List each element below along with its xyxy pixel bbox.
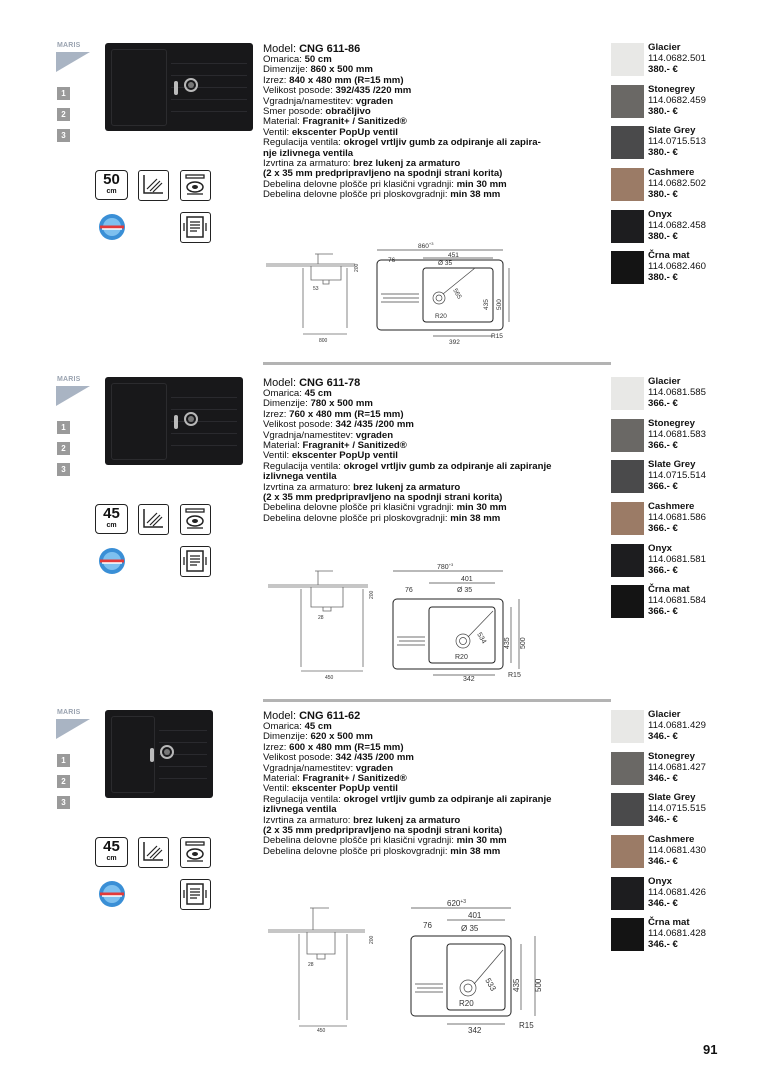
- dim-hole: Ø 35: [461, 924, 479, 933]
- swatch-code: 114.0681.584: [648, 595, 706, 607]
- spec-label: Vgradnja/namestitev:: [263, 429, 354, 441]
- spec-label: Debelina delovne plošče pri klasični vgradnji:: [263, 502, 454, 514]
- color-chip: [611, 460, 644, 493]
- swatch-crna-mat[interactable]: [611, 918, 741, 960]
- swatch-price: 366.- €: [648, 523, 678, 535]
- spec-label: Dimenzije:: [263, 731, 308, 743]
- dim-r20: R20: [435, 313, 447, 320]
- color-chip: [611, 251, 644, 284]
- swatch-code: 114.0681.428: [648, 928, 706, 940]
- dim-diagonal: 533: [483, 976, 498, 993]
- dim-76: 76: [423, 921, 432, 930]
- spec-ventil: ekscenter PopUp ventil: [291, 783, 398, 795]
- swatch-name: Stonegrey: [648, 417, 695, 429]
- dim-500: 500: [496, 299, 503, 310]
- dim-diagonal: 565: [451, 287, 463, 301]
- spec-izvrtina: brez lukenj za armaturo: [353, 158, 461, 170]
- swatch-code: 114.0682.460: [648, 261, 706, 273]
- dim-side: 28: [308, 962, 314, 968]
- bowl-drain-icon: [180, 170, 211, 201]
- manual-document-icon: [180, 546, 211, 577]
- dim-width: $620^{+3}$: [447, 899, 467, 908]
- swatch-name: Cashmere: [648, 167, 695, 179]
- swatch-slate-grey[interactable]: [611, 126, 741, 168]
- spec-omarica: 45 cm: [304, 721, 332, 732]
- brand-triangle-icon: [56, 386, 90, 406]
- spec-label: Ventil:: [263, 783, 290, 795]
- spec-label: Izrez:: [263, 74, 287, 86]
- drainer-icon: [138, 170, 169, 201]
- swatch-code: 114.0681.426: [648, 886, 706, 898]
- dim-76: 76: [405, 587, 413, 594]
- spec-velikost: 392/435 /220 mm: [335, 85, 412, 97]
- color-chip: [611, 377, 644, 410]
- swatch-name: Glacier: [648, 376, 681, 387]
- dim-r15: R15: [491, 333, 503, 340]
- spec-label: Material:: [263, 116, 300, 128]
- color-chip: [611, 710, 644, 743]
- dim-hole: Ø 35: [457, 587, 473, 594]
- spec-label: Izvrtina za armaturo:: [263, 814, 351, 826]
- color-chip: [611, 419, 644, 452]
- spec-vgradnja: vgraden: [355, 95, 394, 107]
- dim-width: $860^{+3}$: [418, 241, 434, 250]
- dim-bowl-width: 401: [468, 911, 482, 920]
- swatch-code: 114.0682.459: [648, 94, 706, 106]
- swatch-onyx[interactable]: [611, 877, 741, 919]
- swatch-slate-grey[interactable]: [611, 793, 741, 835]
- spec-regulacija: okrogel vrtljiv gumb za odpiranje ali zapiranje: [343, 460, 552, 472]
- variant-number-2: 2: [57, 442, 70, 455]
- spec-label: Debelina delovne plošče pri klasični vgradnji:: [263, 178, 454, 190]
- swatch-name: Cashmere: [648, 834, 695, 846]
- color-chip: [611, 835, 644, 868]
- swatch-cashmere[interactable]: [611, 168, 741, 210]
- spec-label: Omarica:: [263, 388, 302, 399]
- swatch-code: 114.0682.458: [648, 219, 706, 231]
- product-section-1: [0, 0, 764, 346]
- cabinet-size-unit: cm: [106, 188, 117, 195]
- color-chip: [611, 502, 644, 535]
- swatch-crna-mat[interactable]: [611, 585, 741, 627]
- spec-regulacija: okrogel vrtljiv gumb za odpiranje ali zapiranje: [343, 793, 552, 805]
- swatch-name: Stonegrey: [648, 83, 695, 95]
- spec-debelina2: min 38 mm: [450, 845, 501, 857]
- dim-base: 450: [317, 1028, 326, 1034]
- swatch-code: 114.0681.581: [648, 553, 706, 565]
- swatch-name: Glacier: [648, 709, 681, 720]
- swatch-price: 380.- €: [648, 230, 678, 242]
- color-chip: [611, 793, 644, 826]
- spec-regulacija-cont: izlivnega ventila: [263, 471, 337, 483]
- variant-number-1: 1: [57, 754, 70, 767]
- spec-omarica: 50 cm: [304, 54, 332, 65]
- swatch-price: 346.- €: [648, 897, 678, 909]
- spec-dimenzije: 780 x 500 mm: [310, 398, 373, 410]
- spec-label: Velikost posode:: [263, 419, 333, 431]
- sink-product-image: [105, 43, 253, 131]
- drainer-icon: [138, 504, 169, 535]
- spec-label: Izrez:: [263, 741, 287, 753]
- manual-document-icon: [180, 212, 211, 243]
- cabinet-size-unit: cm: [106, 522, 117, 529]
- spec-debelina1: min 30 mm: [456, 835, 507, 847]
- swatch-price: 380.- €: [648, 105, 678, 117]
- spec-label: Izrez:: [263, 408, 287, 420]
- swatch-price: 380.- €: [648, 189, 678, 201]
- swatch-crna-mat[interactable]: [611, 251, 741, 293]
- sanitized-icon: [97, 546, 127, 576]
- color-chip: [611, 85, 644, 118]
- spec-label: Vgradnja/namestitev:: [263, 95, 354, 107]
- manual-document-icon: [180, 879, 211, 910]
- model-name: CNG 611-86: [299, 43, 361, 55]
- technical-drawing: [263, 892, 553, 1034]
- swatch-name: Onyx: [648, 208, 672, 220]
- spec-label: Debelina delovne plošče pri ploskovgradnji:: [263, 845, 448, 857]
- spec-material: Fragranit+ / Sanitized®: [302, 773, 407, 785]
- color-chip: [611, 918, 644, 951]
- swatch-price: 346.- €: [648, 772, 678, 784]
- swatch-name: Onyx: [648, 542, 672, 554]
- dim-r20: R20: [455, 654, 468, 661]
- cabinet-size-badge: [95, 504, 128, 534]
- spec-ventil: ekscenter PopUp ventil: [291, 450, 398, 462]
- dim-76: 76: [388, 257, 396, 264]
- brand-triangle-icon: [56, 52, 90, 72]
- spec-label: Velikost posode:: [263, 85, 333, 97]
- sanitized-icon: [97, 879, 127, 909]
- spec-izrez: 760 x 480 mm (R=15 mm): [289, 408, 404, 420]
- dim-500: 500: [520, 637, 527, 649]
- swatch-price: 380.- €: [648, 147, 678, 159]
- spec-label: Regulacija ventila:: [263, 460, 341, 472]
- swatch-glacier[interactable]: [611, 43, 741, 85]
- spec-regulacija-cont: nje izlivnega ventila: [263, 147, 354, 159]
- technical-drawing: [263, 559, 533, 681]
- dim-bowl-length: 342: [468, 1026, 482, 1034]
- technical-drawing: [263, 238, 513, 346]
- dim-side: 28: [318, 615, 324, 621]
- spec-izvrtina: brez lukenj za armaturo: [353, 481, 461, 493]
- spec-label: Dimenzije:: [263, 398, 308, 410]
- product-section-3: [0, 667, 764, 1037]
- color-swatches: [611, 43, 741, 293]
- spec-debelina2: min 38 mm: [450, 189, 501, 201]
- dim-diagonal: 534: [475, 631, 488, 646]
- spec-smer: obračljivo: [325, 106, 371, 118]
- dim-bowl-length: 342: [463, 676, 475, 681]
- dim-bowl-width: 401: [461, 576, 473, 583]
- swatch-price: 346.- €: [648, 814, 678, 826]
- spec-velikost: 342 /435 /200 mm: [335, 752, 414, 764]
- swatch-price: 366.- €: [648, 481, 678, 493]
- bowl-drain-icon: [180, 837, 211, 868]
- swatch-name: Stonegrey: [648, 750, 695, 762]
- swatch-name: Črna mat: [648, 250, 690, 262]
- spec-dimenzije: 860 x 500 mm: [310, 64, 373, 76]
- spec-label: Omarica:: [263, 721, 302, 732]
- spec-debelina1: min 30 mm: [456, 502, 507, 514]
- sanitized-icon: [97, 212, 127, 242]
- swatch-name: Onyx: [648, 875, 672, 887]
- spec-label: Debelina delovne plošče pri ploskovgradnji:: [263, 512, 448, 524]
- spec-label: Vgradnja/namestitev:: [263, 762, 354, 774]
- spec-izrez: 840 x 480 mm (R=15 mm): [289, 74, 404, 86]
- spec-label: Velikost posode:: [263, 752, 333, 764]
- swatch-code: 114.0681.583: [648, 428, 706, 440]
- swatch-code: 114.0682.501: [648, 53, 706, 64]
- swatch-glacier[interactable]: [611, 377, 741, 419]
- spec-label: Smer posode:: [263, 106, 323, 118]
- spec-label: Material:: [263, 773, 300, 785]
- swatch-glacier[interactable]: [611, 710, 741, 752]
- color-chip: [611, 210, 644, 243]
- dim-base: 800: [319, 338, 328, 344]
- swatch-code: 114.0681.429: [648, 720, 706, 731]
- spec-label: Izvrtina za armaturo:: [263, 158, 351, 170]
- swatch-code: 114.0681.585: [648, 387, 706, 398]
- svg-text:200: 200: [354, 263, 360, 272]
- dim-r15: R15: [519, 1021, 534, 1030]
- variant-number-2: 2: [57, 108, 70, 121]
- swatch-name: Cashmere: [648, 501, 695, 513]
- swatch-price: 346.- €: [648, 856, 678, 868]
- cabinet-size-badge: [95, 170, 128, 200]
- product-specs: [263, 43, 583, 201]
- spec-dimenzije: 620 x 500 mm: [310, 731, 373, 743]
- dim-base: 450: [325, 675, 334, 681]
- swatch-price: 366.- €: [648, 606, 678, 618]
- variant-number-3: 3: [57, 796, 70, 809]
- dim-bowl-width: 451: [448, 252, 459, 259]
- spec-omarica: 45 cm: [304, 388, 332, 399]
- swatch-name: Glacier: [648, 42, 681, 53]
- sink-product-image: [105, 710, 213, 798]
- color-chip: [611, 126, 644, 159]
- spec-vgradnja: vgraden: [355, 762, 394, 774]
- spec-velikost: 342 /435 /200 mm: [335, 419, 414, 431]
- swatch-stonegrey[interactable]: [611, 752, 741, 794]
- swatch-slate-grey[interactable]: [611, 460, 741, 502]
- brand-triangle-icon: [56, 719, 90, 739]
- dim-r20: R20: [459, 999, 474, 1008]
- variant-number-1: 1: [57, 421, 70, 434]
- variant-number-3: 3: [57, 463, 70, 476]
- spec-ventil: ekscenter PopUp ventil: [291, 126, 398, 138]
- dim-hole: Ø 35: [438, 260, 453, 267]
- cabinet-size-value: 45: [103, 838, 120, 855]
- svg-text:200: 200: [369, 590, 375, 599]
- color-chip: [611, 752, 644, 785]
- spec-izrez: 600 x 480 mm (R=15 mm): [289, 741, 404, 753]
- bowl-drain-icon: [180, 504, 211, 535]
- product-specs: [263, 710, 583, 857]
- swatch-stonegrey[interactable]: [611, 85, 741, 127]
- spec-label: Regulacija ventila:: [263, 793, 341, 805]
- brand-label: MARIS: [57, 709, 81, 716]
- dim-435: 435: [504, 637, 511, 649]
- swatch-price: 366.- €: [648, 398, 678, 409]
- swatch-onyx[interactable]: [611, 544, 741, 586]
- spec-label: Izvrtina za armaturo:: [263, 481, 351, 493]
- model-label: Model:: [263, 710, 297, 722]
- svg-text:200: 200: [369, 935, 375, 944]
- model-name: CNG 611-62: [299, 710, 361, 722]
- model-label: Model:: [263, 377, 297, 389]
- spec-label: Material:: [263, 440, 300, 452]
- spec-predpripravljeno: (2 x 35 mm predpripravljeno na spodnji strani korita): [263, 492, 503, 504]
- swatch-cashmere[interactable]: [611, 502, 741, 544]
- swatch-onyx[interactable]: [611, 210, 741, 252]
- spec-predpripravljeno: (2 x 35 mm predpripravljeno na spodnji strani korita): [263, 825, 503, 837]
- swatch-code: 114.0681.427: [648, 761, 706, 773]
- swatch-price: 366.- €: [648, 564, 678, 576]
- swatch-name: Slate Grey: [648, 125, 696, 137]
- dim-435: 435: [512, 978, 521, 992]
- spec-label: Debelina delovne plošče pri klasični vgradnji:: [263, 835, 454, 847]
- spec-label: Ventil:: [263, 450, 290, 462]
- spec-material: Fragranit+ / Sanitized®: [302, 440, 407, 452]
- dim-435: 435: [483, 299, 490, 310]
- spec-label: Ventil:: [263, 126, 290, 138]
- variant-number-2: 2: [57, 775, 70, 788]
- swatch-code: 114.0715.515: [648, 803, 706, 815]
- spec-label: Dimenzije:: [263, 64, 308, 76]
- color-chip: [611, 585, 644, 618]
- variant-number-1: 1: [57, 87, 70, 100]
- swatch-name: Črna mat: [648, 917, 690, 929]
- color-chip: [611, 43, 644, 76]
- model-label: Model:: [263, 43, 297, 55]
- swatch-name: Slate Grey: [648, 792, 696, 804]
- color-chip: [611, 168, 644, 201]
- spec-regulacija: okrogel vrtljiv gumb za odpiranje ali zapira-: [343, 137, 541, 149]
- dim-r15: R15: [508, 672, 521, 679]
- swatch-name: Črna mat: [648, 584, 690, 596]
- color-swatches: [611, 710, 741, 960]
- product-specs: [263, 377, 583, 524]
- swatch-code: 114.0681.586: [648, 512, 706, 524]
- swatch-stonegrey[interactable]: [611, 419, 741, 461]
- swatch-price: 346.- €: [648, 939, 678, 951]
- page-number: 91: [703, 1042, 718, 1057]
- dim-bowl-length: 392: [449, 339, 460, 346]
- variant-number-3: 3: [57, 129, 70, 142]
- cabinet-size-value: 50: [103, 171, 120, 188]
- dim-width: $780^{+3}$: [437, 562, 454, 571]
- spec-predpripravljeno: (2 x 35 mm predpripravljeno na spodnji strani korita): [263, 168, 503, 180]
- swatch-code: 114.0715.513: [648, 136, 706, 148]
- swatch-code: 114.0682.502: [648, 178, 706, 190]
- spec-debelina2: min 38 mm: [450, 512, 501, 524]
- brand-label: MARIS: [57, 42, 81, 49]
- spec-material: Fragranit+ / Sanitized®: [302, 116, 407, 128]
- swatch-code: 114.0715.514: [648, 470, 706, 482]
- cabinet-size-badge: [95, 837, 128, 867]
- model-name: CNG 611-78: [299, 377, 361, 389]
- swatch-name: Slate Grey: [648, 459, 696, 471]
- drainer-icon: [138, 837, 169, 868]
- swatch-price: 380.- €: [648, 272, 678, 284]
- cabinet-size-value: 45: [103, 505, 120, 522]
- spec-izvrtina: brez lukenj za armaturo: [353, 814, 461, 826]
- spec-regulacija-cont: izlivnega ventila: [263, 804, 337, 816]
- sink-product-image: [105, 377, 243, 465]
- product-section-2: [0, 334, 764, 681]
- spec-debelina1: min 30 mm: [456, 178, 507, 190]
- swatch-price: 380.- €: [648, 64, 678, 75]
- swatch-code: 114.0681.430: [648, 845, 706, 857]
- spec-vgradnja: vgraden: [355, 429, 394, 441]
- dim-500: 500: [534, 978, 543, 992]
- cabinet-size-unit: cm: [106, 855, 117, 862]
- color-swatches: [611, 377, 741, 627]
- dim-side: 53: [313, 286, 319, 292]
- brand-label: MARIS: [57, 376, 81, 383]
- swatch-price: 346.- €: [648, 731, 678, 742]
- color-chip: [611, 544, 644, 577]
- spec-label: Debelina delovne plošče pri ploskovgradnji:: [263, 189, 448, 201]
- swatch-cashmere[interactable]: [611, 835, 741, 877]
- color-chip: [611, 877, 644, 910]
- spec-label: Omarica:: [263, 54, 302, 65]
- swatch-price: 366.- €: [648, 439, 678, 451]
- spec-label: Regulacija ventila:: [263, 137, 341, 149]
